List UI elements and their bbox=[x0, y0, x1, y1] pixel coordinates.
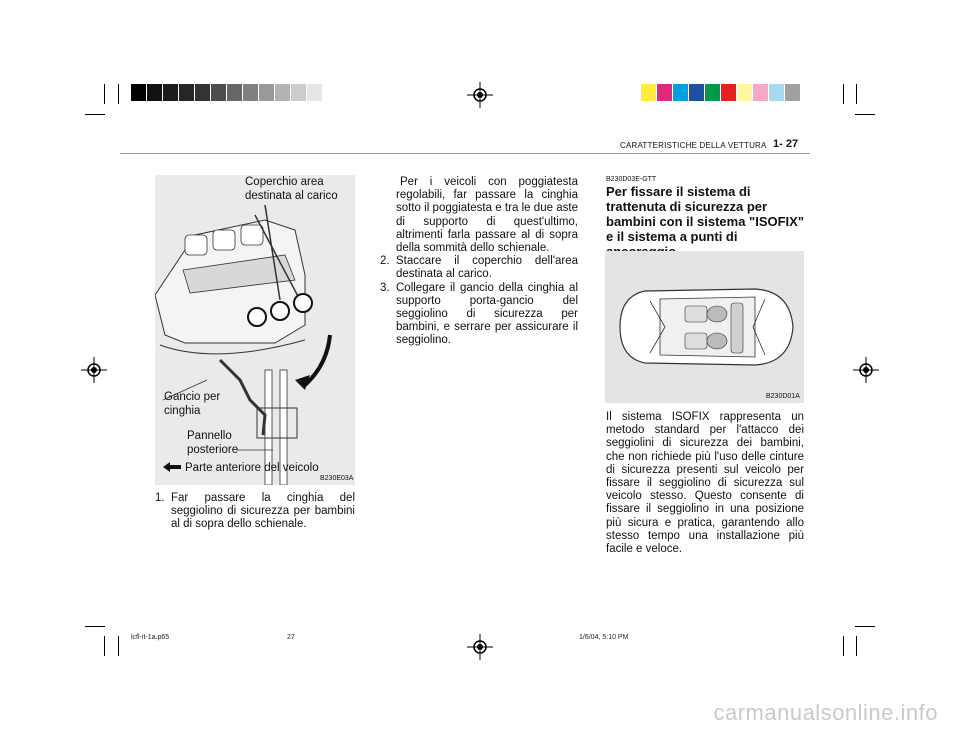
arrow-left-icon bbox=[163, 462, 181, 472]
car-isofix-illustration bbox=[605, 251, 804, 403]
crop-mark bbox=[855, 114, 875, 115]
watermark: carmanualsonline.info bbox=[713, 700, 938, 725]
color-swatch bbox=[163, 84, 179, 101]
color-swatch bbox=[753, 84, 769, 101]
footer-page: 27 bbox=[287, 634, 295, 641]
color-swatch bbox=[147, 84, 163, 101]
label-cargo-cover: Coperchio area destinata al carico bbox=[245, 176, 338, 202]
crop-mark bbox=[855, 626, 875, 627]
grayscale-bar bbox=[131, 84, 323, 101]
header-section-title: CARATTERISTICHE DELLA VETTURA bbox=[620, 141, 767, 150]
color-swatch bbox=[211, 84, 227, 101]
step-text: Per i veicoli con poggiatesta regolabili, far passare la cinghia sotto il poggiatesta e tra le due aste di supporto di quest'ultimo, altrimenti farla passare al di sopra della sommità dello schienale. bbox=[396, 176, 578, 255]
color-swatch bbox=[721, 84, 737, 101]
crop-mark bbox=[856, 84, 857, 104]
crop-mark bbox=[856, 636, 857, 656]
crop-mark bbox=[104, 636, 105, 656]
step-1 bbox=[155, 492, 355, 532]
color-swatch bbox=[307, 84, 323, 101]
crop-mark bbox=[118, 636, 119, 656]
color-swatch bbox=[673, 84, 689, 101]
color-swatch bbox=[769, 84, 785, 101]
step-text: Collegare il gancio della cinghia al supporto porta-gancio del seggiolino di sicurezza per bambini, e serrare per assicurare il seggiolino. bbox=[396, 281, 578, 347]
color-swatch bbox=[657, 84, 673, 101]
color-swatch bbox=[179, 84, 195, 101]
crop-mark bbox=[118, 84, 119, 104]
color-swatch bbox=[275, 84, 291, 101]
section-title: Per fissare il sistema di trattenuta di sicurezza per bambini con il sistema "ISOFIX" e il sistema a punti di bbox=[606, 184, 804, 244]
label-rear-panel: Pannello posteriore bbox=[187, 430, 239, 456]
step-number: 1. bbox=[155, 492, 165, 504]
color-swatch bbox=[131, 84, 147, 101]
color-swatch bbox=[785, 84, 801, 101]
crop-mark bbox=[85, 626, 105, 627]
color-swatch bbox=[227, 84, 243, 101]
crop-mark bbox=[843, 84, 844, 104]
color-swatch bbox=[641, 84, 657, 101]
step-number: 3. bbox=[380, 281, 390, 294]
car-topview-drawing bbox=[605, 251, 804, 403]
step-note bbox=[380, 176, 578, 348]
step-text: Far passare la cinghia del seggiolino di sicurezza per bambini al di sopra dello schienale. bbox=[171, 492, 355, 531]
color-bar bbox=[641, 84, 801, 101]
crop-mark bbox=[843, 636, 844, 656]
footer-file: lcfl-it-1a.p65 bbox=[131, 634, 170, 641]
color-swatch bbox=[259, 84, 275, 101]
section-code: B230D03E-GTT bbox=[606, 176, 657, 183]
step-text: Staccare il coperchio dell'area destinata al carico. bbox=[396, 255, 578, 281]
footer-date: 1/6/04, 5:10 PM bbox=[579, 634, 629, 641]
figure-code-right: B230D01A bbox=[766, 393, 800, 400]
header-rule bbox=[120, 153, 810, 154]
figure-code-left: B230E03A bbox=[320, 475, 354, 482]
color-swatch bbox=[737, 84, 753, 101]
crop-mark bbox=[104, 84, 105, 104]
color-swatch bbox=[689, 84, 705, 101]
color-swatch bbox=[243, 84, 259, 101]
registration-target-icon bbox=[467, 82, 493, 108]
registration-target-icon bbox=[853, 357, 879, 383]
color-swatch bbox=[705, 84, 721, 101]
crop-mark bbox=[85, 114, 105, 115]
registration-target-icon bbox=[467, 634, 493, 660]
registration-target-icon bbox=[81, 357, 107, 383]
label-vehicle-front: Parte anteriore del veicolo bbox=[185, 462, 319, 474]
header-page-number: 1- 27 bbox=[773, 138, 799, 150]
color-swatch bbox=[195, 84, 211, 101]
color-swatch bbox=[291, 84, 307, 101]
step-number: 2. bbox=[380, 255, 390, 268]
section-body: Il sistema ISOFIX rappresenta un metodo standard per l'attacco dei seggiolini di sicurezza dei bambini, che non richiede più l'uso delle cinture di sicurezza presenti sul veicolo per fissare il seggiolino di sicurezza sul veicolo stesso. Questo consente di fissare il seggiolino in una posizione più sicura e pratica, garantendo allo stesso tempo una installazione più facile e veloce. bbox=[606, 411, 804, 556]
label-strap-hook: Gancio per cinghia bbox=[164, 391, 221, 417]
